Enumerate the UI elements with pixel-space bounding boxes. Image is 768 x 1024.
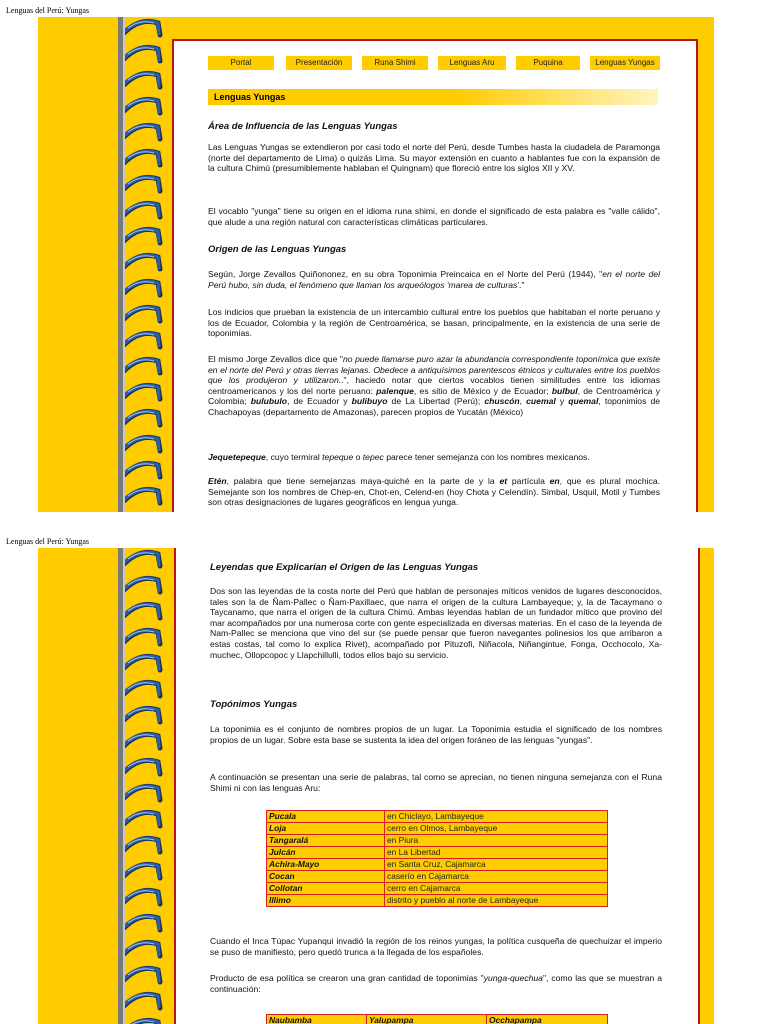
- table-cell: Occhapampa: [487, 1015, 608, 1024]
- origen-paragraph-4: Jequetepeque, cuyo termiral tepeque o tepec parece tener semejanza con los nombres mexicanos.: [208, 452, 590, 462]
- toponym-name: Achira-Mayo: [267, 859, 385, 871]
- table-row: [267, 1015, 608, 1024]
- content-panel: [172, 39, 698, 512]
- table-row: [267, 895, 608, 907]
- leyendas-paragraph: Dos son las leyendas de la costa norte del Perú que hablan de personajes míticos venidos de lugares desconocidos, tales son la de Ñam-Pallec o Ñam-Paxillaec, que narra el origen de la cultura Lambayeque; y, la de Tacaymano o Taycanamo, que narra el origen de la cultura Chimú. Ambas leyendas hablan de un fundador mítico que provino del mar acompañados por una numerosa corte con gente especializada en diversas materias. En el caso de la leyenda de Nam-Pallec se menciona que vino del sur (se puede pensar que fueron navegantes polinesios los que arribaron a estas costas, tal como lo explica Rivet), acompañado por Pituzofi, Niñacola, Niñangintue, Fonga, Occhocolo, Xa-muchec, Ollopcopoc y Llapchillulli, todos ellos bajo su servicio.: [210, 586, 662, 660]
- nav-puquina[interactable]: Puquina: [516, 56, 580, 70]
- area-paragraph-2: El vocablo "yunga" tiene su origen en el idioma runa shimi, en donde el significado de esta palabra es "valle cálido", que alude a una región natural con características climáticas particulares.: [208, 206, 660, 227]
- origen-paragraph-2: Los indicios que prueban la existencia de un intercambio cultural entre los pueblos que habitaban el norte peruano y los de Ecuador, Colombia y la región de Centroamérica, se basan, principalmente, en la existencia de una serie de toponimias.: [208, 307, 660, 339]
- heading-toponimos: Topónimos Yungas: [210, 699, 298, 710]
- heading-area: Área de Influencia de las Lenguas Yungas: [208, 121, 398, 132]
- table-cell: Naubamba: [267, 1015, 367, 1024]
- toponym-name: Loja: [267, 823, 385, 835]
- heading-origen: Origen de las Lenguas Yungas: [208, 244, 347, 255]
- toponym-location: en Santa Cruz, Cajamarca: [385, 859, 608, 871]
- content-panel: [174, 548, 700, 1024]
- spiral-binding-ring-icon: [118, 548, 166, 1024]
- table-row: [267, 811, 608, 823]
- origen-paragraph-3: El mismo Jorge Zevallos dice que "no puede llamarse puro azar la abundancia correspondiente toponímica que existe en el norte del Perú y otras tierras lejanas. Obedece a antiquísimos parentescos étnicos y culturales entre los pueblos que los produjeron y utilizaron..", haciedo notar que ciertos vocablos tienen similitudes entre los idiomas centroamericanos y los del norte peruano: palenque, es sitio de México y de Ecuador; bulbul, de Centroamérica y Colombia; bulubulo, de Ecuador y bulibuyo de La Libertad (Perú); chuscón, cuemal y quemal, toponimios de Chachapoyas (departamento de Amazonas), parecen propios de Yucatán (México): [208, 354, 661, 417]
- spiral-binding-ring-icon: [118, 17, 166, 512]
- spiral-binding: [118, 548, 166, 1024]
- nav-lenguas-aru[interactable]: Lenguas Aru: [438, 56, 506, 70]
- nav-presentacion[interactable]: Presentación: [286, 56, 352, 70]
- toponym-location: caserío en Cajamarca: [385, 871, 608, 883]
- page-header-2: Lenguas del Perú: Yungas: [6, 537, 90, 546]
- toponym-name: Cocan: [267, 871, 385, 883]
- origen-paragraph-5: Etén, palabra que tiene semejanzas maya-quiché en la parte de y la et partícula en, que es plural mochica. Semejante son los nombres de Chep-en, Chot-en, Celend-en (hoy Chota y Celendín). Simbal, Usquil, Motil y Tumbes son otras designaciones de lugares geográficos en lengua yunga.: [208, 476, 660, 508]
- page-2: [38, 548, 714, 1024]
- toponym-location: distrito y pueblo al norte de Lambayeque: [385, 895, 608, 907]
- toponym-location: cerro en Cajamarca: [385, 883, 608, 895]
- page-1: [38, 17, 714, 512]
- toponym-name: Collotan: [267, 883, 385, 895]
- toponimos-paragraph-4: Producto de esa política se crearon una gran cantidad de toponimias "yunga-quechua", como las que se muestran a continuación:: [210, 973, 662, 994]
- section-title: Lenguas Yungas: [208, 89, 658, 105]
- toponimos-paragraph-3: Cuando el Inca Túpac Yupanqui invadió la región de los reinos yungas, la política cusqueña de quechuizar el imperio se puso de manifiesto, pero quedó trunca a la llegada de los españoles.: [210, 936, 662, 957]
- page-header: Lenguas del Perú: Yungas: [6, 6, 90, 15]
- toponyms-table: [266, 810, 608, 907]
- toponym-name: Pucala: [267, 811, 385, 823]
- table-row: [267, 847, 608, 859]
- table-cell: Yalupampa: [367, 1015, 487, 1024]
- toponym-location: cerro en Olmos, Lambayeque: [385, 823, 608, 835]
- toponym-location: en Chiclayo, Lambayeque: [385, 811, 608, 823]
- toponym-location: en Piura: [385, 835, 608, 847]
- heading-leyendas: Leyendas que Explicarían el Origen de las Lenguas Yungas: [210, 562, 479, 573]
- yunga-quechua-table: [266, 1014, 608, 1024]
- spiral-binding: [118, 17, 166, 512]
- toponym-name: Julcán: [267, 847, 385, 859]
- area-paragraph-1: Las Lenguas Yungas se extendieron por casi todo el norte del Perú, desde Tumbes hasta la ciudadela de Paramonga (norte del departamento de Lima) o quizás Lima. Su mayor extensión en cuanto a hablantes fue con la expansión de la cultura Chimú (presumiblemente hablaban el Quingnam) que floreció entre los siglos XII y XV.: [208, 142, 660, 174]
- table-row: [267, 871, 608, 883]
- toponimos-paragraph-2: A continuación se presentan una serie de palabras, tal como se aprecian, no tienen ninguna semejanza con el Runa Shimi ni con las lenguas Aru:: [210, 772, 662, 793]
- table-row: [267, 859, 608, 871]
- table-row: [267, 835, 608, 847]
- nav-runa-shimi[interactable]: Runa Shimi: [362, 56, 428, 70]
- nav-lenguas-yungas[interactable]: Lenguas Yungas: [590, 56, 660, 70]
- toponym-name: Tangaralá: [267, 835, 385, 847]
- origen-paragraph-1: Según, Jorge Zevallos Quiñononez, en su obra Toponimia Preincaica en el Norte del Perú (1944), "en el norte del Perú hubo, sin duda, el fenómeno que llaman los arqueólogos 'marea de culturas'.": [208, 269, 661, 290]
- nav-portal[interactable]: Portal: [208, 56, 274, 70]
- table-row: [267, 823, 608, 835]
- table-row: [267, 883, 608, 895]
- toponym-name: Illimo: [267, 895, 385, 907]
- toponym-location: en La Libertad: [385, 847, 608, 859]
- toponimos-paragraph-1: La toponimia es el conjunto de nombres propios de un lugar. La Toponimia estudia el significado de los nombres propios de un lugar. Sobre esta base se sustenta la idea del origen foráneo de las lenguas "yungas".: [210, 724, 662, 745]
